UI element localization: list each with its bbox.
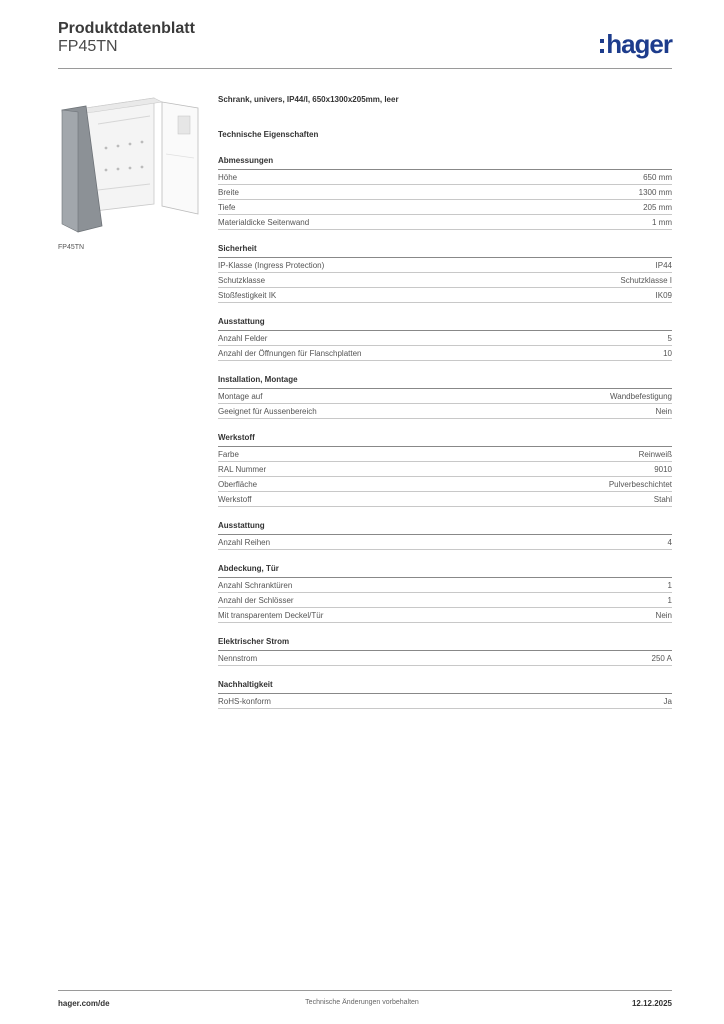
spec-section <box>218 375 672 419</box>
footer-website: hager.com/de <box>58 999 110 1008</box>
spec-label: Anzahl Reihen <box>218 537 271 547</box>
spec-section <box>218 433 672 507</box>
spec-row <box>218 185 672 200</box>
spec-label: Farbe <box>218 449 239 459</box>
spec-row <box>218 593 672 608</box>
hager-logo <box>600 30 672 58</box>
spec-row <box>218 200 672 215</box>
spec-label: Nennstrom <box>218 653 258 663</box>
tech-heading: Technische Eigenschaften <box>218 130 319 139</box>
spec-row <box>218 258 672 273</box>
spec-value: Ja <box>663 696 672 706</box>
spec-value: Pulverbeschichtet <box>608 479 672 489</box>
spec-value: 10 <box>663 348 672 358</box>
spec-row <box>218 389 672 404</box>
footer-divider <box>58 990 672 991</box>
spec-value: 9010 <box>654 464 672 474</box>
spec-value: 1 <box>667 580 672 590</box>
spec-sections <box>218 156 672 709</box>
spec-label: Mit transparentem Deckel/Tür <box>218 610 324 620</box>
spec-section <box>218 244 672 303</box>
section-title: Abdeckung, Tür <box>218 564 672 578</box>
spec-row <box>218 462 672 477</box>
logo-text: hager <box>606 29 672 59</box>
spec-row <box>218 170 672 185</box>
spec-row <box>218 535 672 550</box>
spec-value: IP44 <box>655 260 672 270</box>
spec-row <box>218 477 672 492</box>
spec-label: Höhe <box>218 172 238 182</box>
spec-row <box>218 404 672 419</box>
spec-label: Werkstoff <box>218 494 252 504</box>
header-divider <box>58 68 672 69</box>
spec-label: IP-Klasse (Ingress Protection) <box>218 260 325 270</box>
section-title: Abmessungen <box>218 156 672 170</box>
spec-label: RoHS-konform <box>218 696 271 706</box>
footer-date: 12.12.2025 <box>631 999 672 1008</box>
product-description: Schrank, univers, IP44/I, 650x1300x205mm, leer <box>218 95 399 104</box>
image-caption: FP45TN <box>58 244 85 251</box>
section-title: Installation, Montage <box>218 375 672 389</box>
spec-row <box>218 346 672 361</box>
spec-label: Anzahl der Öffnungen für Flanschplatten <box>218 348 362 358</box>
section-title: Werkstoff <box>218 433 672 447</box>
spec-label: Anzahl Felder <box>218 333 268 343</box>
spec-label: Oberfläche <box>218 479 258 489</box>
spec-section <box>218 156 672 230</box>
page-title: Produktdatenblatt <box>58 20 195 37</box>
footer-notice: Technische Änderungen vorbehalten <box>305 999 419 1006</box>
spec-row <box>218 492 672 507</box>
spec-value: 1 <box>667 595 672 605</box>
spec-label: Materialdicke Seitenwand <box>218 217 310 227</box>
section-title: Ausstattung <box>218 521 672 535</box>
spec-value: 205 mm <box>643 202 672 212</box>
spec-content <box>218 95 672 709</box>
spec-section <box>218 317 672 361</box>
spec-label: Tiefe <box>218 202 236 212</box>
spec-row <box>218 288 672 303</box>
spec-label: Anzahl Schranktüren <box>218 580 293 590</box>
spec-row <box>218 331 672 346</box>
spec-value: Schutzklasse I <box>620 275 672 285</box>
product-code: FP45TN <box>58 38 118 55</box>
spec-label: Anzahl der Schlösser <box>218 595 294 605</box>
section-title: Nachhaltigkeit <box>218 680 672 694</box>
spec-label: Montage auf <box>218 391 263 401</box>
spec-row <box>218 215 672 230</box>
spec-value: Wandbefestigung <box>610 391 672 401</box>
cabinet-illustration-icon <box>58 94 201 234</box>
spec-value: 1 mm <box>652 217 672 227</box>
spec-value: 650 mm <box>643 172 672 182</box>
spec-value: IK09 <box>655 290 672 300</box>
spec-value: 1300 mm <box>638 187 672 197</box>
spec-row <box>218 447 672 462</box>
spec-label: Geeignet für Aussenbereich <box>218 406 317 416</box>
spec-value: Reinweiß <box>638 449 672 459</box>
spec-section <box>218 521 672 550</box>
spec-label: Stoßfestigkeit IK <box>218 290 277 300</box>
spec-section <box>218 564 672 623</box>
section-title: Ausstattung <box>218 317 672 331</box>
spec-section <box>218 680 672 709</box>
spec-value: 250 A <box>651 653 672 663</box>
spec-value: Nein <box>655 406 672 416</box>
spec-label: RAL Nummer <box>218 464 267 474</box>
spec-row <box>218 694 672 709</box>
logo-colon-icon <box>600 39 604 53</box>
spec-label: Breite <box>218 187 239 197</box>
spec-label: Schutzklasse <box>218 275 266 285</box>
spec-row <box>218 608 672 623</box>
section-title: Elektrischer Strom <box>218 637 672 651</box>
spec-row <box>218 273 672 288</box>
section-title: Sicherheit <box>218 244 672 258</box>
spec-section <box>218 637 672 666</box>
spec-row <box>218 578 672 593</box>
spec-value: Stahl <box>653 494 672 504</box>
spec-row <box>218 651 672 666</box>
spec-value: Nein <box>655 610 672 620</box>
spec-value: 5 <box>667 333 672 343</box>
spec-value: 4 <box>667 537 672 547</box>
